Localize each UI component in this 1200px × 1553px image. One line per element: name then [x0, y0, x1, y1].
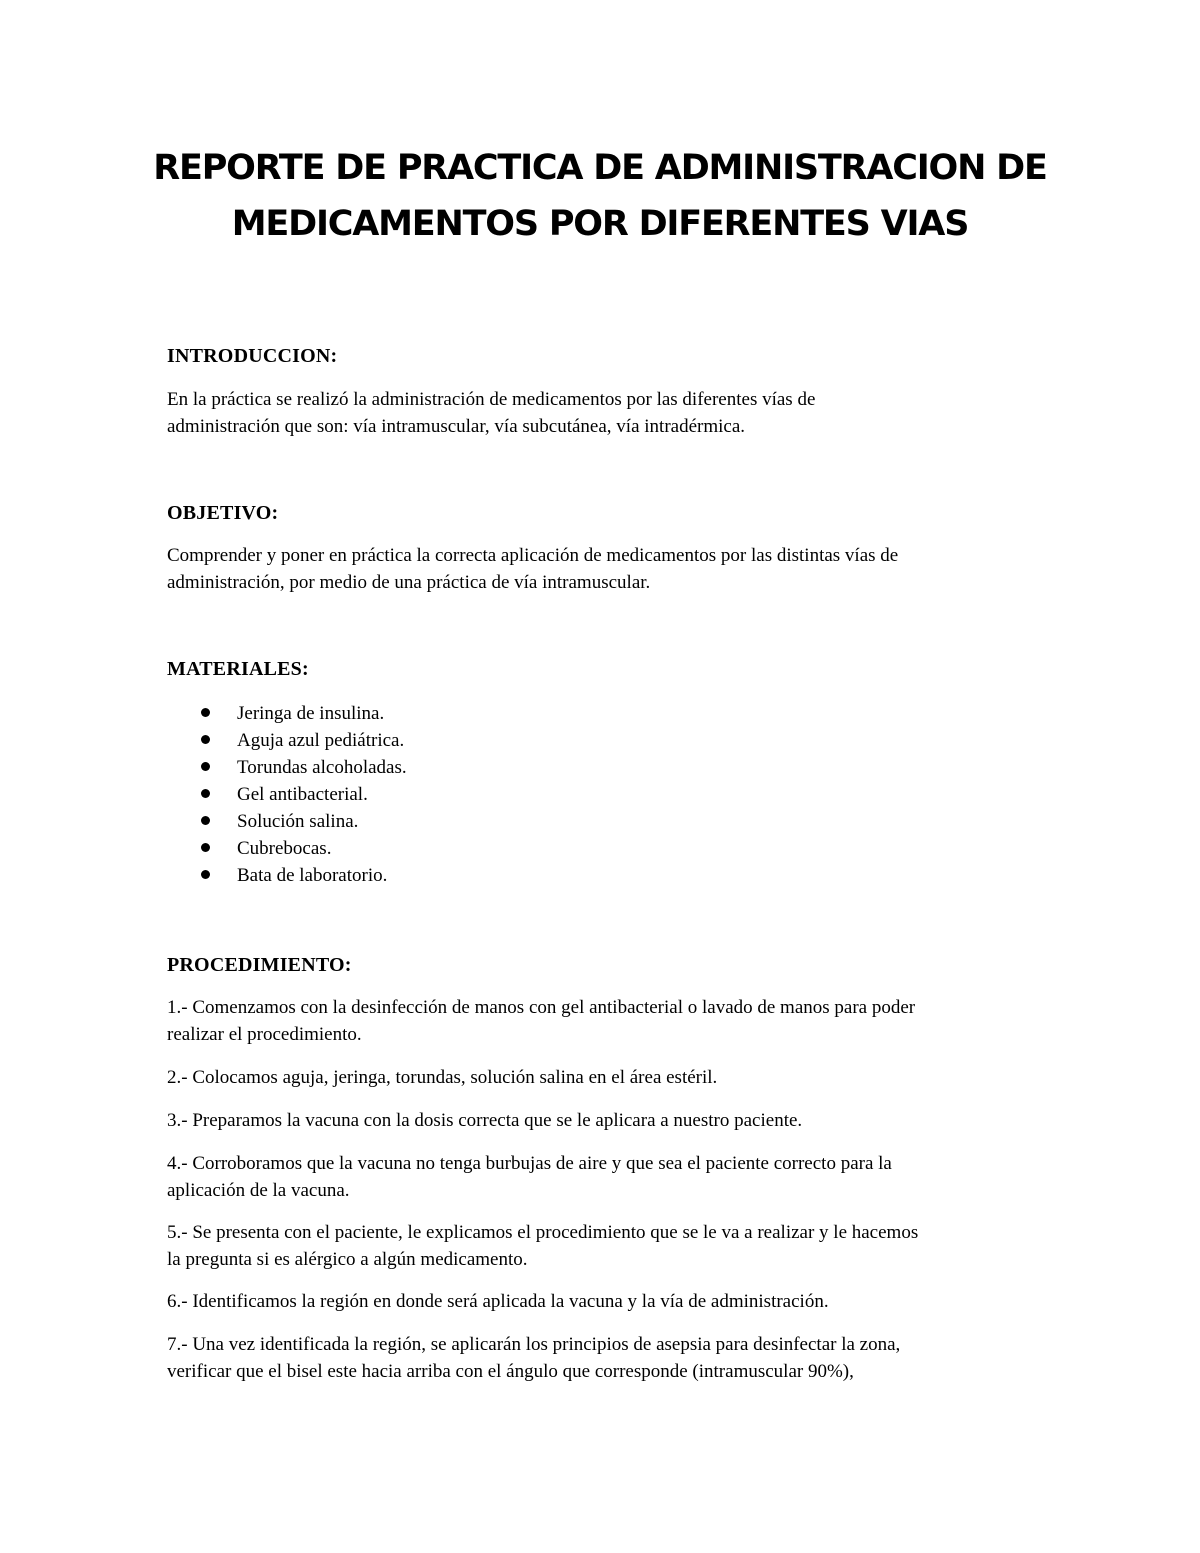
- list-item: [200, 700, 407, 727]
- materiales-heading: MATERIALES:: [167, 658, 309, 680]
- bullet-icon: [201, 816, 210, 825]
- introduccion-heading: INTRODUCCION:: [167, 345, 338, 367]
- list-item: [200, 781, 407, 808]
- procedure-step: [167, 994, 1047, 1048]
- procedure-step-line: 7.- Una vez identificada la región, se aplicarán los principios de asepsia para desinfectar la zona,: [167, 1334, 901, 1355]
- procedure-step-line: aplicación de la vacuna.: [167, 1180, 350, 1201]
- list-item-text: Solución salina.: [237, 811, 359, 832]
- procedure-step: [167, 1107, 1047, 1134]
- procedure-step: [167, 1150, 1047, 1204]
- procedure-step: [167, 1219, 1047, 1273]
- document-title: [100, 140, 1100, 252]
- objetivo-paragraph: [167, 542, 1047, 596]
- procedure-step-line: 1.- Comenzamos con la desinfección de manos con gel antibacterial o lavado de manos para poder: [167, 997, 916, 1018]
- list-item-text: Bata de laboratorio.: [237, 865, 388, 886]
- procedure-step-line: 6.- Identificamos la región en donde será aplicada la vacuna y la vía de administración.: [167, 1291, 829, 1312]
- introduccion-line: En la práctica se realizó la administración de medicamentos por las diferentes vías de: [167, 389, 816, 410]
- list-item-text: Torundas alcoholadas.: [237, 757, 407, 778]
- procedure-step-line: verificar que el bisel este hacia arriba con el ángulo que corresponde (intramuscular 90%),: [167, 1361, 854, 1382]
- list-item-text: Gel antibacterial.: [237, 784, 368, 805]
- list-item-text: Cubrebocas.: [237, 838, 332, 859]
- introduccion-paragraph: [167, 386, 1047, 440]
- list-item: [200, 862, 407, 889]
- bullet-icon: [201, 762, 210, 771]
- procedure-step-line: 5.- Se presenta con el paciente, le explicamos el procedimiento que se le va a realizar y le hacemos: [167, 1222, 919, 1243]
- procedimiento-heading: PROCEDIMIENTO:: [167, 954, 352, 976]
- list-item: [200, 808, 407, 835]
- bullet-icon: [201, 708, 210, 717]
- procedure-step-line: 4.- Corroboramos que la vacuna no tenga burbujas de aire y que sea el paciente correcto para la: [167, 1153, 892, 1174]
- procedure-step-line: la pregunta si es alérgico a algún medicamento.: [167, 1249, 528, 1270]
- procedure-step: [167, 1288, 1047, 1315]
- bullet-icon: [201, 789, 210, 798]
- materiales-list: [200, 700, 407, 889]
- introduccion-line: administración que son: vía intramuscular, vía subcutánea, vía intradérmica.: [167, 416, 746, 437]
- objetivo-line: administración, por medio de una práctica de vía intramuscular.: [167, 572, 651, 593]
- procedure-step-line: realizar el procedimiento.: [167, 1024, 362, 1045]
- objetivo-heading: OBJETIVO:: [167, 502, 279, 524]
- procedure-step-line: 2.- Colocamos aguja, jeringa, torundas, solución salina en el área estéril.: [167, 1067, 718, 1088]
- list-item-text: Jeringa de insulina.: [237, 703, 385, 724]
- title-line-1: REPORTE DE PRACTICA DE ADMINISTRACION DE: [153, 148, 1047, 188]
- procedure-step: [167, 1331, 1047, 1385]
- procedure-step: [167, 1064, 1047, 1091]
- bullet-icon: [201, 843, 210, 852]
- procedure-step-line: 3.- Preparamos la vacuna con la dosis correcta que se le aplicara a nuestro paciente.: [167, 1110, 803, 1131]
- bullet-icon: [201, 735, 210, 744]
- bullet-icon: [201, 870, 210, 879]
- list-item-text: Aguja azul pediátrica.: [237, 730, 405, 751]
- list-item: [200, 754, 407, 781]
- title-line-2: MEDICAMENTOS POR DIFERENTES VIAS: [231, 204, 969, 244]
- list-item: [200, 835, 407, 862]
- objetivo-line: Comprender y poner en práctica la correcta aplicación de medicamentos por las distintas vías de: [167, 545, 899, 566]
- list-item: [200, 727, 407, 754]
